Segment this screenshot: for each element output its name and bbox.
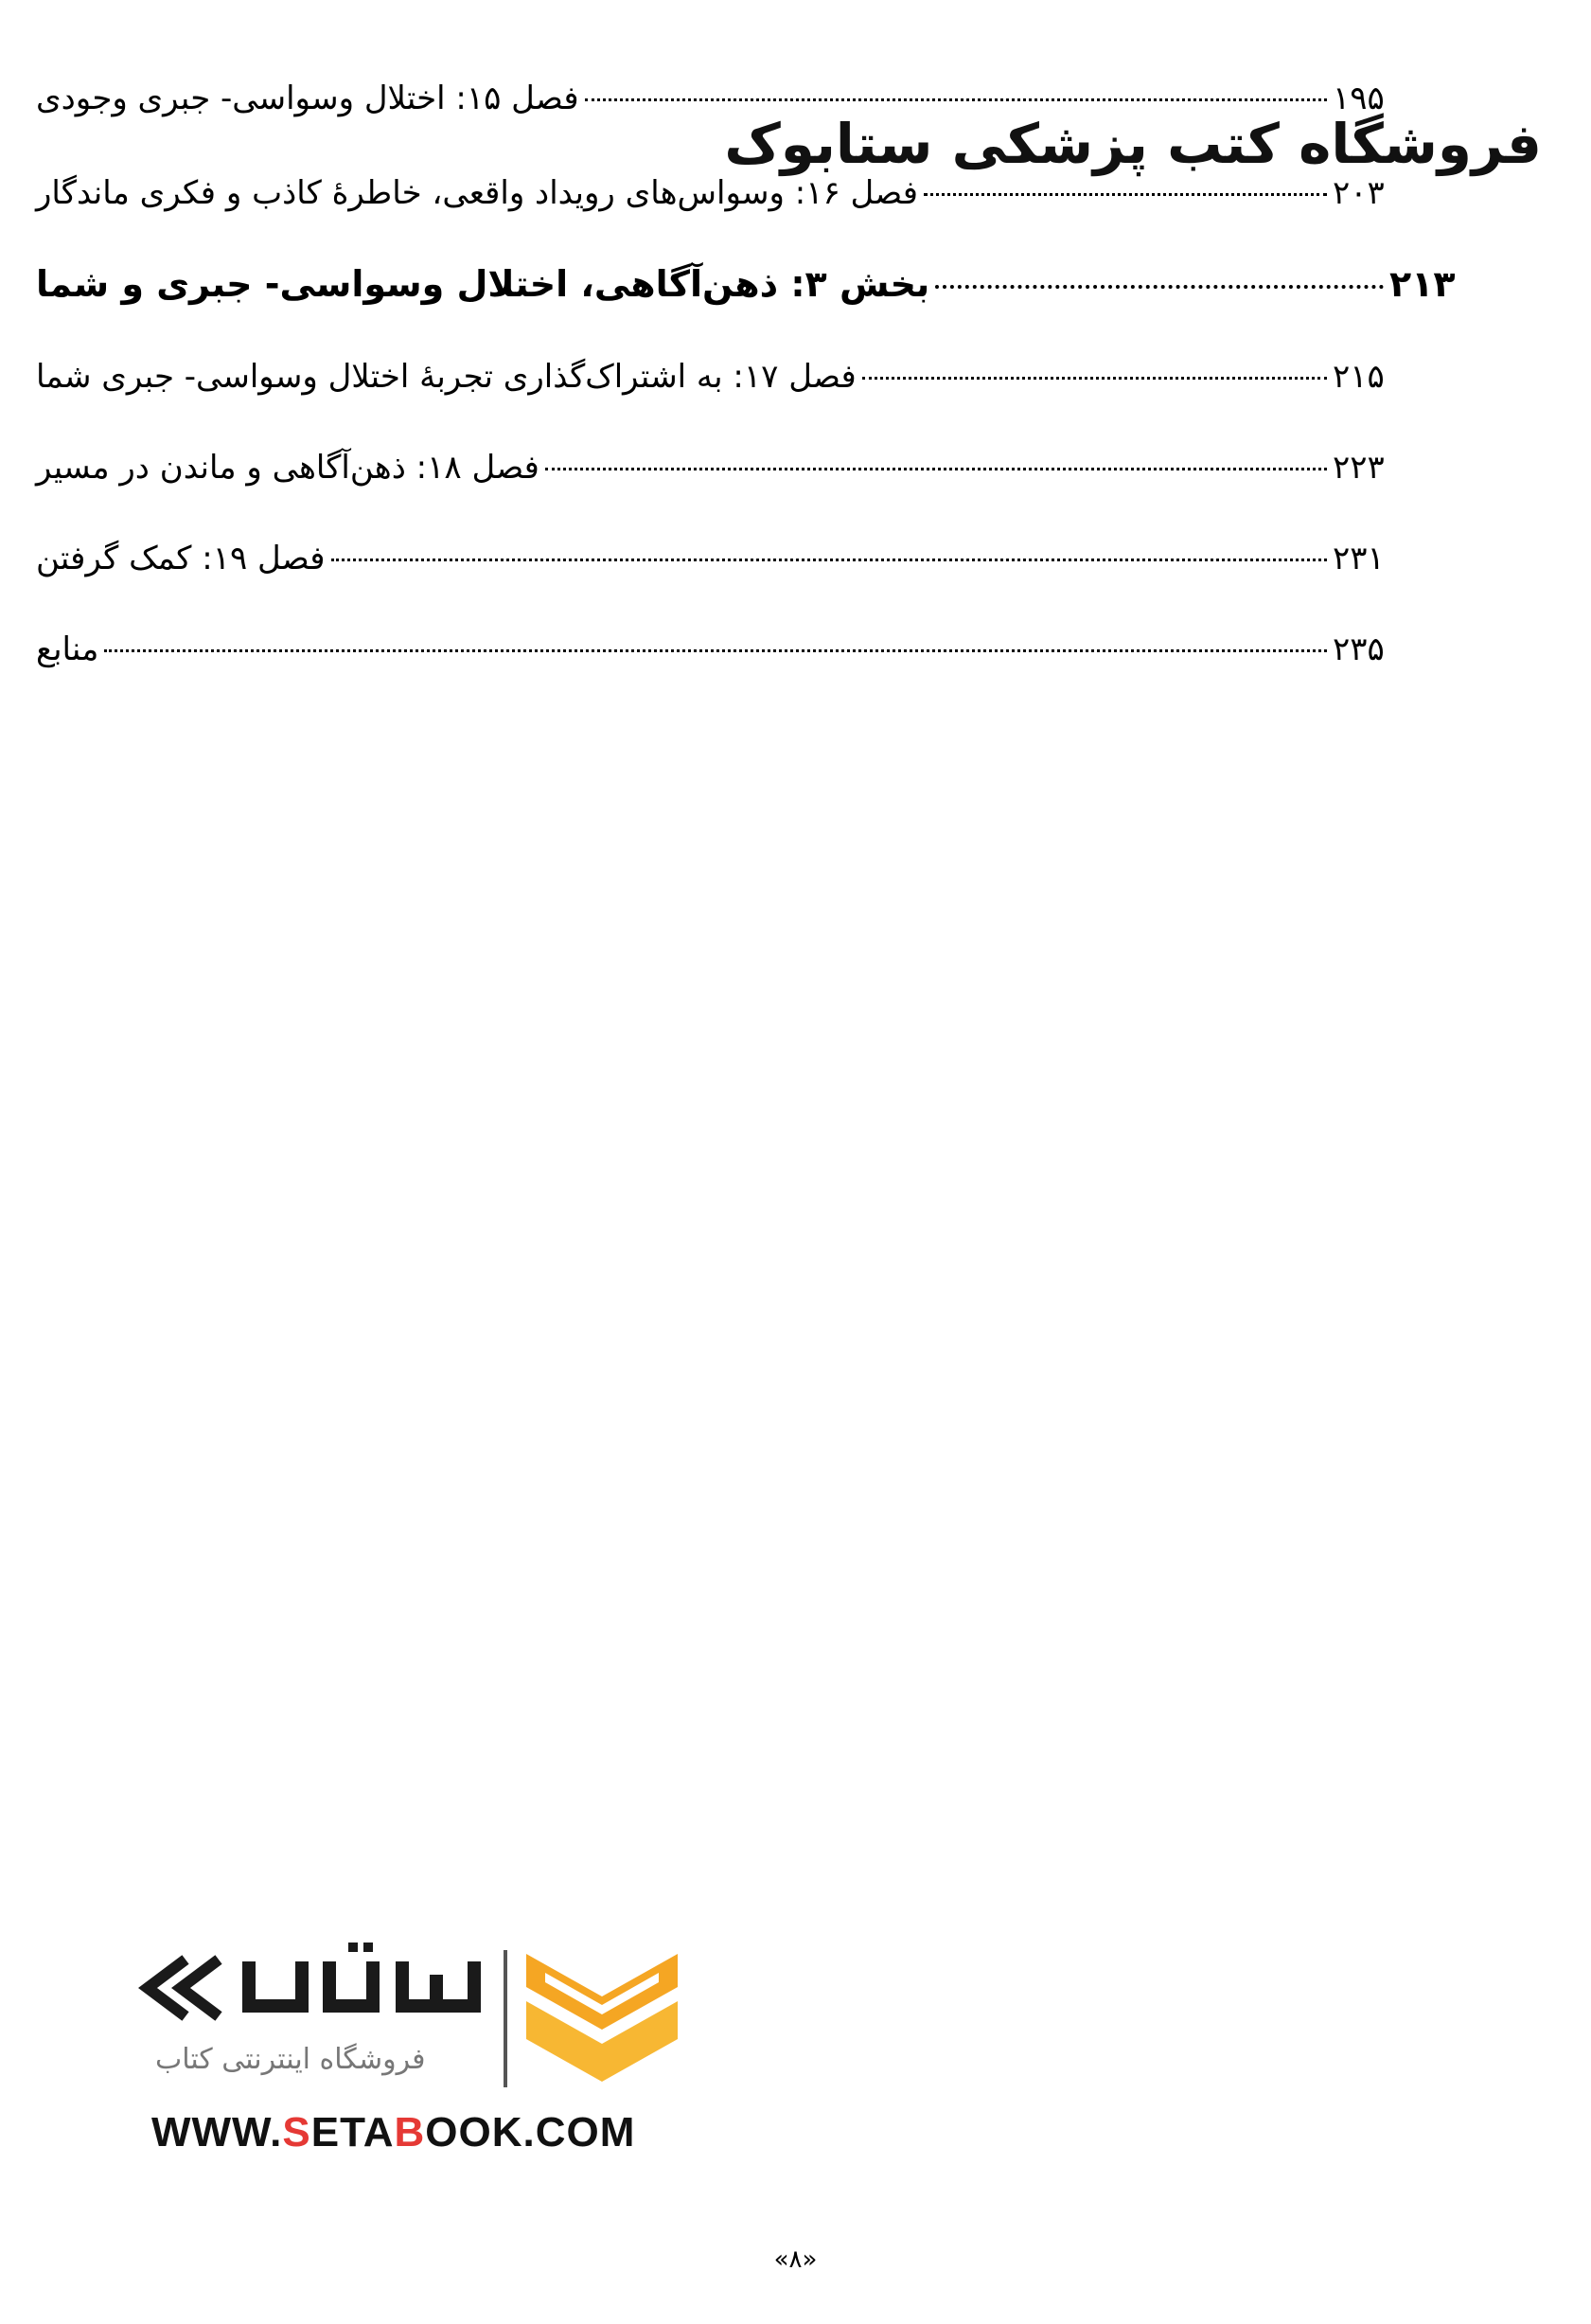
book-chevron-icon [526, 1944, 678, 2086]
toc-entry-page: ۲۳۱ [1333, 540, 1385, 577]
url-segment: OOK.COM [425, 2109, 636, 2155]
url-highlight: B [394, 2109, 426, 2155]
dot-leader [585, 98, 1327, 101]
toc-entry-page: ۲۲۳ [1333, 449, 1385, 487]
dot-leader [862, 377, 1327, 380]
page-number: «۸» [773, 2245, 818, 2274]
toc-entry-title: فصل ۱۶: وسواس‌های رویداد واقعی، خاطرهٔ کاذب و فکری ماندگار [36, 174, 919, 212]
toc-entry-title: فصل ۱۸: ذهن‌آگاهی و ماندن در مسیر [36, 449, 539, 487]
setabook-logo[interactable] [129, 1931, 678, 2158]
toc-entry-page: ۱۹۵ [1333, 80, 1385, 117]
dot-leader [545, 468, 1327, 470]
toc-entry[interactable] [36, 447, 1399, 488]
toc-entry-title: فصل ۱۵: اختلال وسواسی- جبری وجودی [36, 80, 579, 117]
dot-leader [935, 285, 1384, 289]
dot-leader [104, 649, 1327, 652]
url-segment: ETA [310, 2109, 395, 2155]
toc-section-entry[interactable] [36, 263, 1456, 305]
toc-entry[interactable] [36, 356, 1399, 398]
toc-entry-page: ۲۰۳ [1333, 174, 1385, 212]
url-highlight: S [282, 2109, 311, 2155]
dot-leader [924, 193, 1327, 196]
toc-section-page: ۲۱۳ [1389, 263, 1456, 305]
toc-entry-title: فصل ۱۹: کمک گرفتن [36, 540, 326, 577]
logo-tagline: فروشگاه اینترنتی کتاب [155, 2043, 426, 2076]
toc-entry[interactable] [36, 172, 1399, 214]
store-url[interactable] [151, 2109, 635, 2156]
url-segment: WWW. [151, 2109, 283, 2155]
toc-entry[interactable] [36, 538, 1399, 579]
toc-entry-page: ۲۱۵ [1333, 358, 1385, 396]
dot-leader [331, 559, 1327, 561]
toc-entry[interactable] [36, 629, 1399, 670]
toc-entry-page: ۲۳۵ [1333, 630, 1385, 668]
logo-divider [504, 1950, 507, 2087]
toc-entry-title: منابع [36, 630, 99, 668]
toc-entry-title: فصل ۱۷: به اشتراک‌گذاری تجربهٔ اختلال وسواسی- جبری شما [36, 358, 857, 396]
brand-wordmark-icon [129, 1941, 488, 2035]
store-watermark: فروشگاه کتب پزشکی ستابوک [724, 112, 1542, 176]
toc-section-title: بخش ۳: ذهن‌آگاهی، اختلال وسواسی- جبری و شما [36, 263, 930, 305]
